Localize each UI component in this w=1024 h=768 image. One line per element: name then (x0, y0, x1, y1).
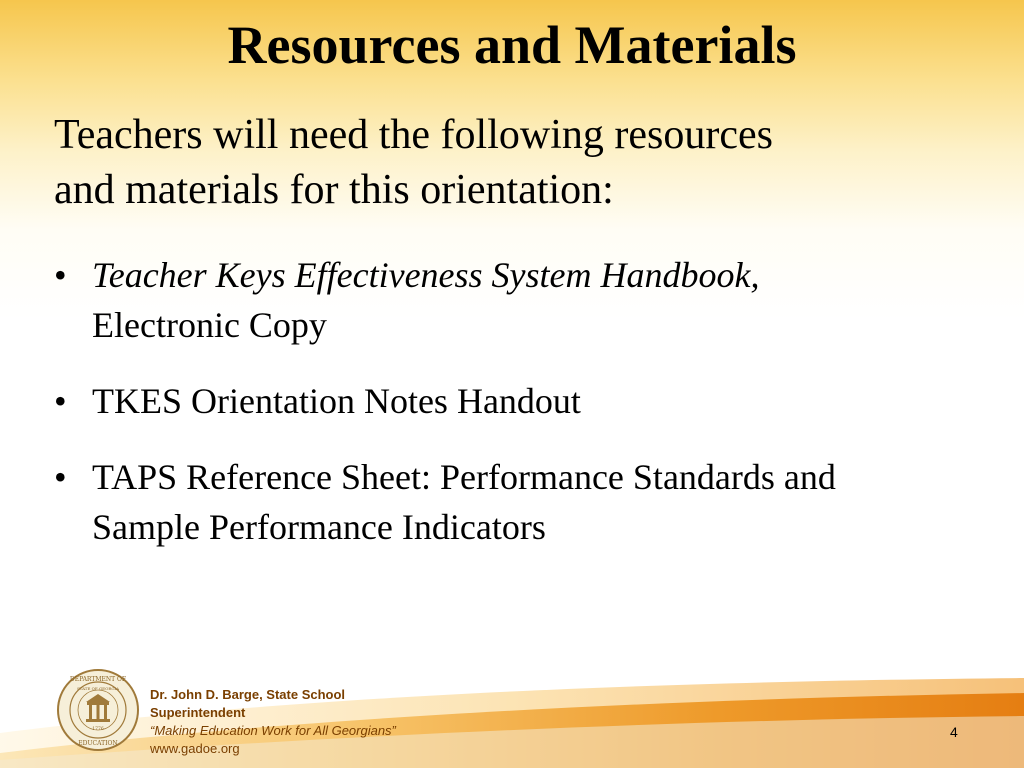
seal-bottom-text: EDUCATION (78, 740, 118, 747)
footer-url[interactable]: www.gadoe.org (150, 741, 240, 756)
page-number: 4 (950, 724, 958, 740)
department-seal-logo (56, 668, 140, 752)
footer-credits (150, 686, 470, 758)
bullet-icon: • (54, 381, 67, 421)
seal-year: 1776 (92, 727, 104, 732)
slide-title: Resources and Materials (227, 15, 797, 75)
bullet-icon: • (54, 457, 67, 497)
intro-text (54, 108, 954, 218)
superintendent-name: Dr. John D. Barge, State School (150, 687, 346, 702)
bullet-icon: • (54, 255, 67, 295)
seal-inner-text: STATE OF GEORGIA (76, 686, 120, 691)
list-item-text: Electronic Copy (92, 305, 327, 345)
list-item (54, 452, 994, 552)
footer-motto: “Making Education Work for All Georgians” (150, 723, 396, 738)
list-item-text: Sample Performance Indicators (92, 507, 546, 547)
intro-line-1: Teachers will need the following resources (54, 112, 773, 158)
list-item-text: TKES Orientation Notes Handout (92, 381, 581, 421)
list-item-text: TAPS Reference Sheet: Performance Standards and (92, 457, 836, 497)
superintendent-title: Superintendent (150, 705, 246, 720)
intro-line-2: and materials for this orientation: (54, 167, 614, 213)
seal-top-text: DEPARTMENT OF (69, 676, 127, 683)
handbook-title: Teacher Keys Effectiveness System Handbook, (92, 255, 760, 295)
resource-list (54, 250, 994, 578)
list-item (54, 376, 994, 426)
list-item (54, 250, 994, 350)
